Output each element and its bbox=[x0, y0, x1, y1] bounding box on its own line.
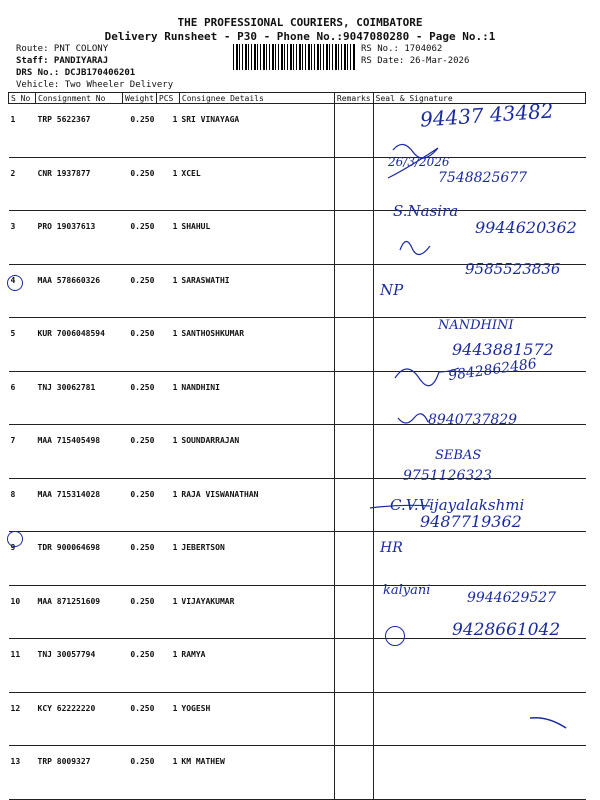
signature-1: 94437 43482 bbox=[419, 98, 555, 132]
company-title: THE PROFESSIONAL COURIERS, COIMBATORE bbox=[177, 16, 423, 29]
cell-consignment: TDR 900064698 bbox=[36, 532, 123, 586]
cell-consignee: SRI VINAYAGA bbox=[179, 104, 334, 158]
cell-pcs: 1 bbox=[156, 211, 179, 265]
cell-sno: 3 bbox=[9, 211, 36, 265]
cell-weight: 0.250 bbox=[123, 639, 157, 693]
cell-pcs: 1 bbox=[156, 639, 179, 693]
cell-sno: 2 bbox=[9, 157, 36, 211]
cell-consignee: XCEL bbox=[179, 157, 334, 211]
cell-pcs: 1 bbox=[156, 746, 179, 800]
cell-weight: 0.250 bbox=[123, 211, 157, 265]
col-sno: S No bbox=[9, 93, 36, 104]
signature-8-phone: 8940737829 bbox=[428, 412, 518, 428]
cell-consignment: MAA 715314028 bbox=[36, 478, 123, 532]
cell-pcs: 1 bbox=[156, 104, 179, 158]
vehicle-label: Vehicle: Two Wheeler Delivery bbox=[16, 80, 174, 90]
col-consignee: Consignee Details bbox=[179, 93, 334, 104]
cell-consignment: KUR 7006048594 bbox=[36, 318, 123, 372]
signature-11: HR bbox=[380, 540, 403, 556]
signature-6-phone: 9443881572 bbox=[452, 340, 554, 359]
cell-sno: 11 bbox=[9, 639, 36, 693]
cell-consignee: YOGESH bbox=[179, 692, 334, 746]
signature-3-name: S.Nasira bbox=[393, 202, 459, 220]
cell-consignment: MAA 871251609 bbox=[36, 585, 123, 639]
cell-consignee: SANTHOSHKUMAR bbox=[179, 318, 334, 372]
col-weight: Weight bbox=[123, 93, 157, 104]
route-label: Route: PNT COLONY bbox=[16, 44, 109, 54]
cell-consignee: SHAHUL bbox=[179, 211, 334, 265]
cell-consignee: VIJAYAKUMAR bbox=[179, 585, 334, 639]
cell-sno: 8 bbox=[9, 478, 36, 532]
signature-2-date: 26/3/2026 bbox=[388, 155, 450, 169]
signature-10-phone: 9487719362 bbox=[420, 512, 522, 531]
cell-consignee: KM MATHEW bbox=[179, 746, 334, 800]
signature-9-phone: 9751126323 bbox=[403, 468, 493, 484]
cell-sno: 4 bbox=[9, 264, 36, 318]
staff-label: Staff: PANDIYARAJ bbox=[16, 56, 109, 66]
signature-9-name: SEBAS bbox=[435, 448, 482, 463]
cell-consignee: NANDHINI bbox=[179, 371, 334, 425]
cell-consignment: TRP 8009327 bbox=[36, 746, 123, 800]
signature-12-phone: 9944629527 bbox=[467, 590, 557, 606]
cell-consignee: RAMYA bbox=[179, 639, 334, 693]
drs-label: DRS No.: DCJB170406201 bbox=[16, 68, 136, 78]
col-signature: Seal & Signature bbox=[373, 93, 585, 104]
cell-sno: 10 bbox=[9, 585, 36, 639]
runsheet-subtitle: Delivery Runsheet - P30 - Phone No.:9047080280 - Page No.:1 bbox=[104, 30, 496, 43]
rs-date: RS Date: 26-Mar-2026 bbox=[361, 56, 470, 66]
cell-consignee: SOUNDARRAJAN bbox=[179, 425, 334, 479]
signature-10-name: C.V.Vijayalakshmi bbox=[390, 496, 525, 514]
cell-weight: 0.250 bbox=[123, 585, 157, 639]
cell-sno: 9 bbox=[9, 532, 36, 586]
cell-weight: 0.250 bbox=[123, 318, 157, 372]
signature-6-name: NANDHINI bbox=[438, 318, 514, 333]
cell-sno: 12 bbox=[9, 692, 36, 746]
cell-pcs: 1 bbox=[156, 318, 179, 372]
col-remarks: Remarks bbox=[334, 93, 373, 104]
cell-weight: 0.250 bbox=[123, 157, 157, 211]
cell-pcs: 1 bbox=[156, 692, 179, 746]
cell-pcs: 1 bbox=[156, 532, 179, 586]
cell-sno: 1 bbox=[9, 104, 36, 158]
rs-number: RS No.: 1704062 bbox=[361, 44, 443, 54]
cell-pcs: 1 bbox=[156, 478, 179, 532]
col-pcs: PCS bbox=[156, 93, 179, 104]
cell-weight: 0.250 bbox=[123, 532, 157, 586]
cell-weight: 0.250 bbox=[123, 746, 157, 800]
cell-weight: 0.250 bbox=[123, 264, 157, 318]
cell-sno: 6 bbox=[9, 371, 36, 425]
cell-weight: 0.250 bbox=[123, 104, 157, 158]
signature-12-name: kalyani bbox=[383, 583, 431, 598]
cell-pcs: 1 bbox=[156, 585, 179, 639]
signature-7-phone: 9842862486 bbox=[447, 355, 538, 385]
signature-13-phone: 9428661042 bbox=[452, 620, 561, 640]
cell-weight: 0.250 bbox=[123, 425, 157, 479]
cell-consignment: TNJ 30057794 bbox=[36, 639, 123, 693]
cell-consignment: CNR 1937877 bbox=[36, 157, 123, 211]
cell-pcs: 1 bbox=[156, 371, 179, 425]
cell-consignment: TNJ 30062781 bbox=[36, 371, 123, 425]
cell-consignment: KCY 62222220 bbox=[36, 692, 123, 746]
cell-consignment: TRP 5622367 bbox=[36, 104, 123, 158]
cell-pcs: 1 bbox=[156, 157, 179, 211]
cell-consignee: RAJA VISWANATHAN bbox=[179, 478, 334, 532]
cell-pcs: 1 bbox=[156, 264, 179, 318]
signature-2-phone: 7548825677 bbox=[438, 170, 528, 186]
cell-consignment: MAA 578660326 bbox=[36, 264, 123, 318]
cell-consignee: SARASWATHI bbox=[179, 264, 334, 318]
cell-pcs: 1 bbox=[156, 425, 179, 479]
cell-consignment: PRO 19037613 bbox=[36, 211, 123, 265]
cell-consignment: MAA 715405498 bbox=[36, 425, 123, 479]
col-consignment: Consignment No bbox=[36, 93, 123, 104]
cell-sno: 5 bbox=[9, 318, 36, 372]
cell-consignee: JEBERTSON bbox=[179, 532, 334, 586]
cell-sno: 7 bbox=[9, 425, 36, 479]
cell-weight: 0.250 bbox=[123, 692, 157, 746]
cell-weight: 0.250 bbox=[123, 371, 157, 425]
signature-5: NP bbox=[380, 281, 404, 299]
cell-weight: 0.250 bbox=[123, 478, 157, 532]
cell-sno: 13 bbox=[9, 746, 36, 800]
signature-3-phone: 9944620362 bbox=[475, 218, 577, 237]
signature-4-phone: 9585523836 bbox=[465, 260, 561, 278]
